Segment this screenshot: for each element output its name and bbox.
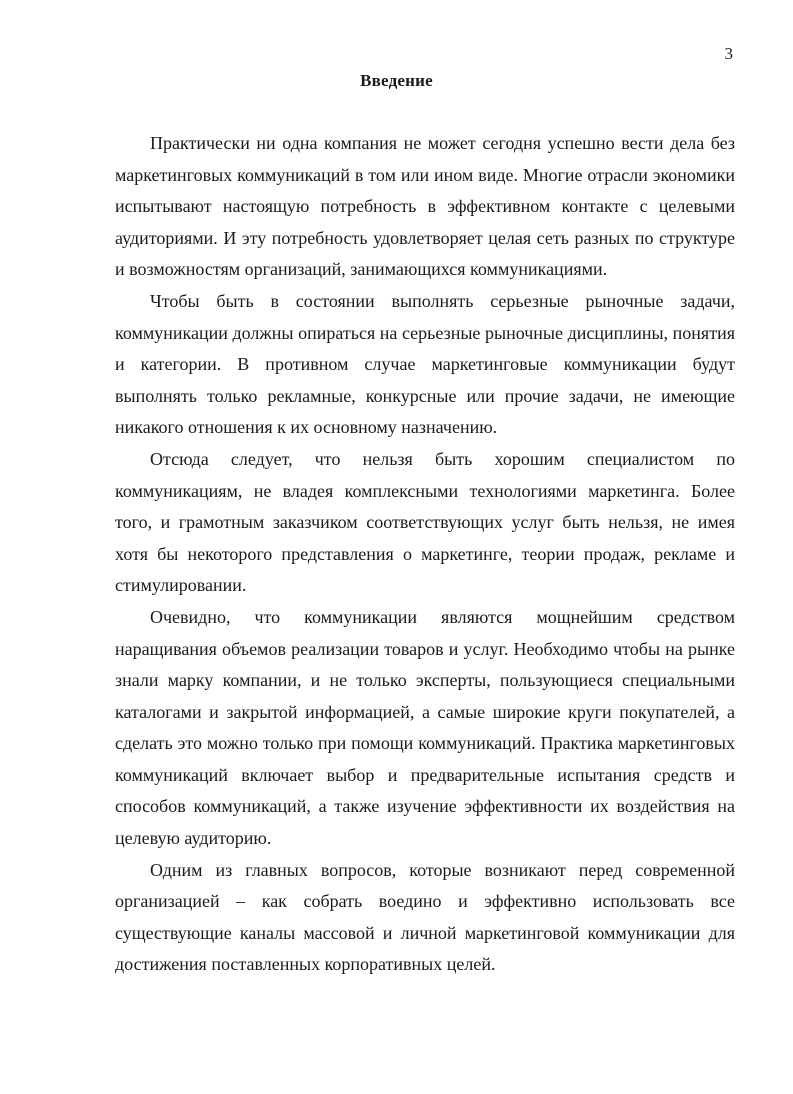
paragraph: Отсюда следует, что нельзя быть хорошим специалистом по коммуникациям, не владея комплексными технологиями маркетинга. Более того, и грамотным заказчиком соответствующих услуг быть нельзя, не имея хотя бы некоторого представления о маркетинге, теории продаж, рекламе и стимулировании. bbox=[115, 448, 735, 596]
paragraph: Одним из главных вопросов, которые возникают перед современной организацией – как собрать воедино и эффективно использовать все существующие каналы массовой и личной маркетинговой коммуникации для достижения поставленных корпоративных целей. bbox=[115, 859, 735, 975]
paragraph: Практически ни одна компания не может сегодня успешно вести дела без маркетинговых коммуникаций в том или ином виде. Многие отрасли экономики испытывают настоящую потребность в эффективном контакте с целевыми аудиториями. И эту потребность удовлетворяет целая сеть разных по структуре и возможностям организаций, занимающихся коммуникациями. bbox=[115, 133, 735, 280]
paragraph: Очевидно, что коммуникации являются мощнейшим средством наращивания объемов реализации товаров и услуг. Необходимо чтобы на рынке знали марку компании, и не только эксперты, пользующиеся специальными каталогами и закрытой информацией, а самые широкие круги покупателей, а сделать это можно только при помощи коммуникаций. Практика маркетинговых коммуникаций включает выбор и предварительные испытания средств и способов коммуникаций, а также изучение эффективности их воздействия на целевую аудиторию. bbox=[115, 606, 735, 849]
section-title: Введение bbox=[360, 71, 433, 90]
page-number: 3 bbox=[724, 44, 733, 63]
paragraph: Чтобы быть в состоянии выполнять серьезные рыночные задачи, коммуникации должны опираться на серьезные рыночные дисциплины, понятия и категории. В противном случае маркетинговые коммуникации будут выполнять только рекламные, конкурсные или прочие задачи, не имеющие никакого отношения к их основному назначению. bbox=[115, 290, 735, 438]
body-text bbox=[115, 128, 735, 981]
